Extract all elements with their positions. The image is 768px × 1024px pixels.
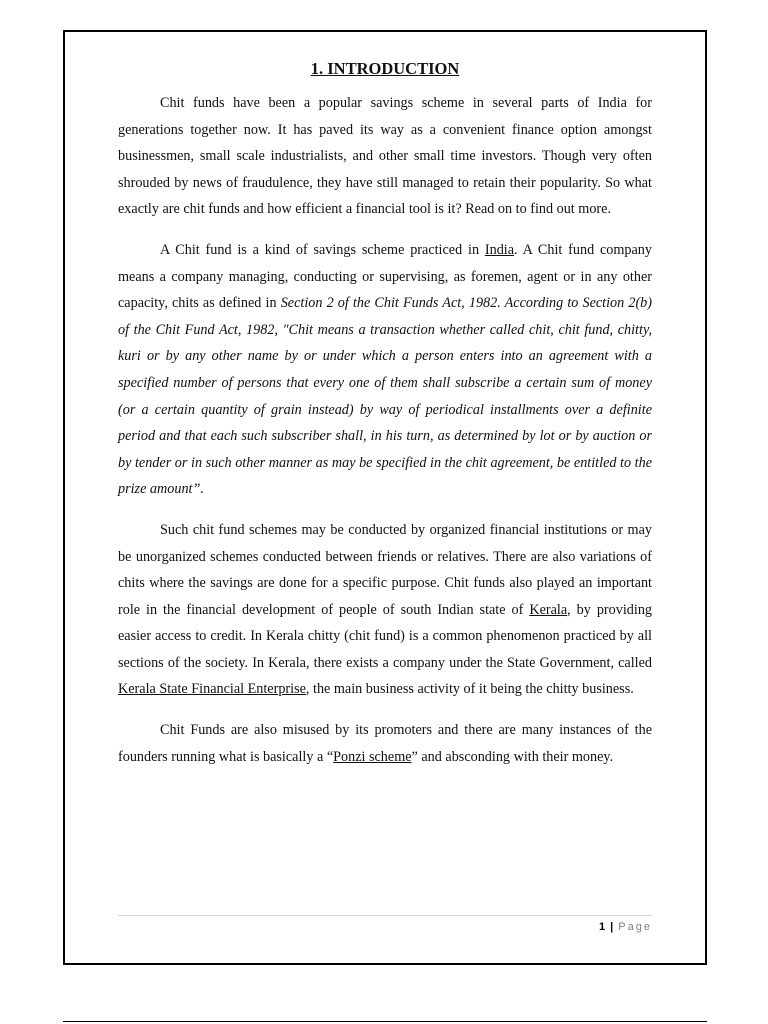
paragraph-3-text-c: , the main business activity of it being the chitty business.	[305, 681, 634, 698]
paragraph-3-text-a: Such chit fund schemes may be conducted by organized financial institutions or may be unorganized schemes conducted between friends or relatives. There are also variations of chits where the savings are done for a specific purpose. Chit funds also played an important role in the financial development of people of south Indian state of	[118, 521, 652, 618]
paragraph-1	[118, 90, 652, 223]
footer-separator: |	[610, 921, 614, 933]
paragraph-2	[118, 237, 652, 503]
paragraph-2-text-b: . A Chit fund company means a company managing, conducting or supervising, as foremen, agent or in any other capacity, chits as defined in	[118, 241, 652, 312]
paragraph-2-text-a: A Chit fund is a kind of savings scheme practiced in	[160, 241, 485, 258]
paragraph-1-text: Chit funds have been a popular savings scheme in several parts of India for generations together now. It has paved its way as a convenient finance option amongst businessmen, small scale industrialists, and other small time investors. Though very often shrouded by news of fraudulence, they have still managed to retain their popularity. So what exactly are chit funds and how efficient a financial tool is it? Read on to find out more.	[118, 95, 652, 218]
footer-divider	[118, 915, 652, 916]
paragraph-4	[118, 717, 652, 770]
link-ponzi-scheme[interactable]: Ponzi scheme	[333, 748, 412, 765]
document-body	[118, 58, 652, 784]
section-heading: 1. INTRODUCTION	[310, 59, 460, 78]
link-india[interactable]: India	[484, 241, 515, 258]
page-label: Page	[618, 921, 652, 933]
paragraph-3-text-b: , by providing easier access to credit. In Kerala chitty (chit fund) is a common phenomenon practiced by all sections of the society. In Kerala, there exists a company under the State Government, called	[118, 601, 653, 671]
paragraph-4-text-a: Chit Funds are also misused by its promoters and there are many instances of the founders running what is basically a “	[118, 722, 652, 765]
paragraph-4-text-b: ” and absconding with their money.	[411, 748, 614, 765]
next-page-edge	[63, 1021, 707, 1022]
page-footer	[599, 920, 652, 934]
link-kerala[interactable]: Kerala	[529, 601, 568, 618]
page-number: 1	[598, 921, 606, 933]
paragraph-2-italic-quote: Section 2 of the Chit Funds Act, 1982. According to Section 2(b) of the Chit Fund Act, 1982, "Chit means a transaction whether called chit, chit fund, chitty, kuri or by any other name by or under which a person enters into an agreement with a specified number of persons that every one of them shall subscribe a certain sum of money (or a certain quantity of grain instead) by way of periodical installments over a definite period and that each such subscriber shall, in his turn, as determined by lot or by auction or by tender or in such other manner as may be specified in the chit agreement, be entitled to the prize amount”.	[118, 295, 653, 498]
link-kerala-state-financial-enterprise[interactable]: Kerala State Financial Enterprise	[118, 681, 306, 698]
paragraph-3	[118, 517, 652, 703]
